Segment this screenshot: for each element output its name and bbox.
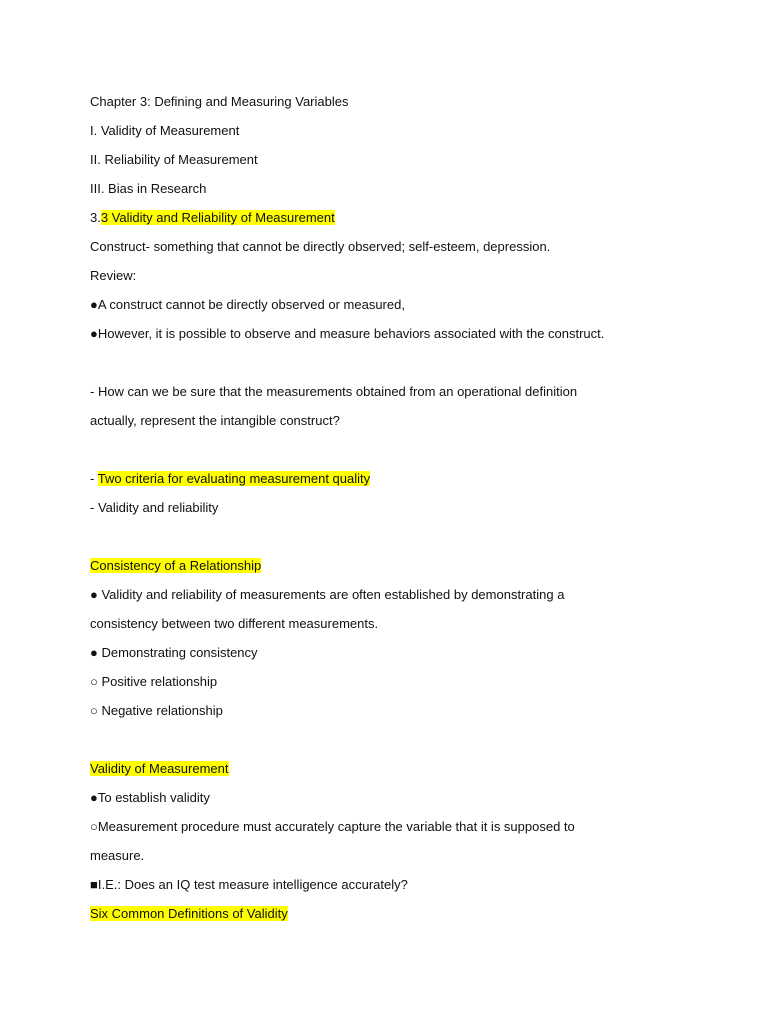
sub-bullet-item: ○ Positive relationship [90, 674, 218, 689]
document-body [90, 92, 690, 933]
blank-line [90, 353, 690, 382]
bullet-continuation: consistency between two different measurements. [90, 616, 379, 631]
bullet-item: ●However, it is possible to observe and measure behaviors associated with the construct. [90, 326, 605, 341]
bullet-item: ●To establish validity [90, 790, 210, 805]
subsection-heading [90, 904, 690, 933]
question-text: - How can we be sure that the measurements obtained from an operational definition [90, 384, 578, 399]
subsection-heading [90, 556, 690, 585]
bullet-item: ●A construct cannot be directly observed or measured, [90, 297, 405, 312]
blank-line [90, 527, 690, 556]
sub-bullet-item: ○ Negative relationship [90, 703, 223, 718]
chapter-title: Chapter 3: Defining and Measuring Variables [90, 94, 349, 109]
bullet-continuation: measure. [90, 848, 145, 863]
subsection-heading [90, 759, 690, 788]
dash-prefix: - [90, 471, 98, 486]
question-text: actually, represent the intangible construct? [90, 413, 340, 428]
section-heading [90, 208, 690, 237]
highlighted-heading: Six Common Definitions of Validity [90, 906, 288, 921]
outline-item: III. Bias in Research [90, 181, 207, 196]
outline-item: II. Reliability of Measurement [90, 152, 258, 167]
highlighted-heading: Validity of Measurement [90, 761, 229, 776]
criteria-heading [90, 469, 690, 498]
highlighted-heading: 3 Validity and Reliability of Measurement [100, 210, 335, 225]
highlighted-heading: Consistency of a Relationship [90, 558, 262, 573]
section-number-prefix: 3. [90, 210, 101, 225]
sub-bullet-item: ○Measurement procedure must accurately capture the variable that it is supposed to [90, 819, 575, 834]
blank-line [90, 730, 690, 759]
criteria-item: - Validity and reliability [90, 500, 219, 515]
square-bullet-item: ■I.E.: Does an IQ test measure intelligence accurately? [90, 877, 408, 892]
bullet-item: ● Validity and reliability of measurements are often established by demonstrating a [90, 587, 565, 602]
highlighted-heading: Two criteria for evaluating measurement quality [97, 471, 371, 486]
definition-text: Construct- something that cannot be directly observed; self-esteem, depression. [90, 239, 551, 254]
outline-item: I. Validity of Measurement [90, 123, 240, 138]
blank-line [90, 440, 690, 469]
review-label: Review: [90, 268, 137, 283]
bullet-item: ● Demonstrating consistency [90, 645, 258, 660]
